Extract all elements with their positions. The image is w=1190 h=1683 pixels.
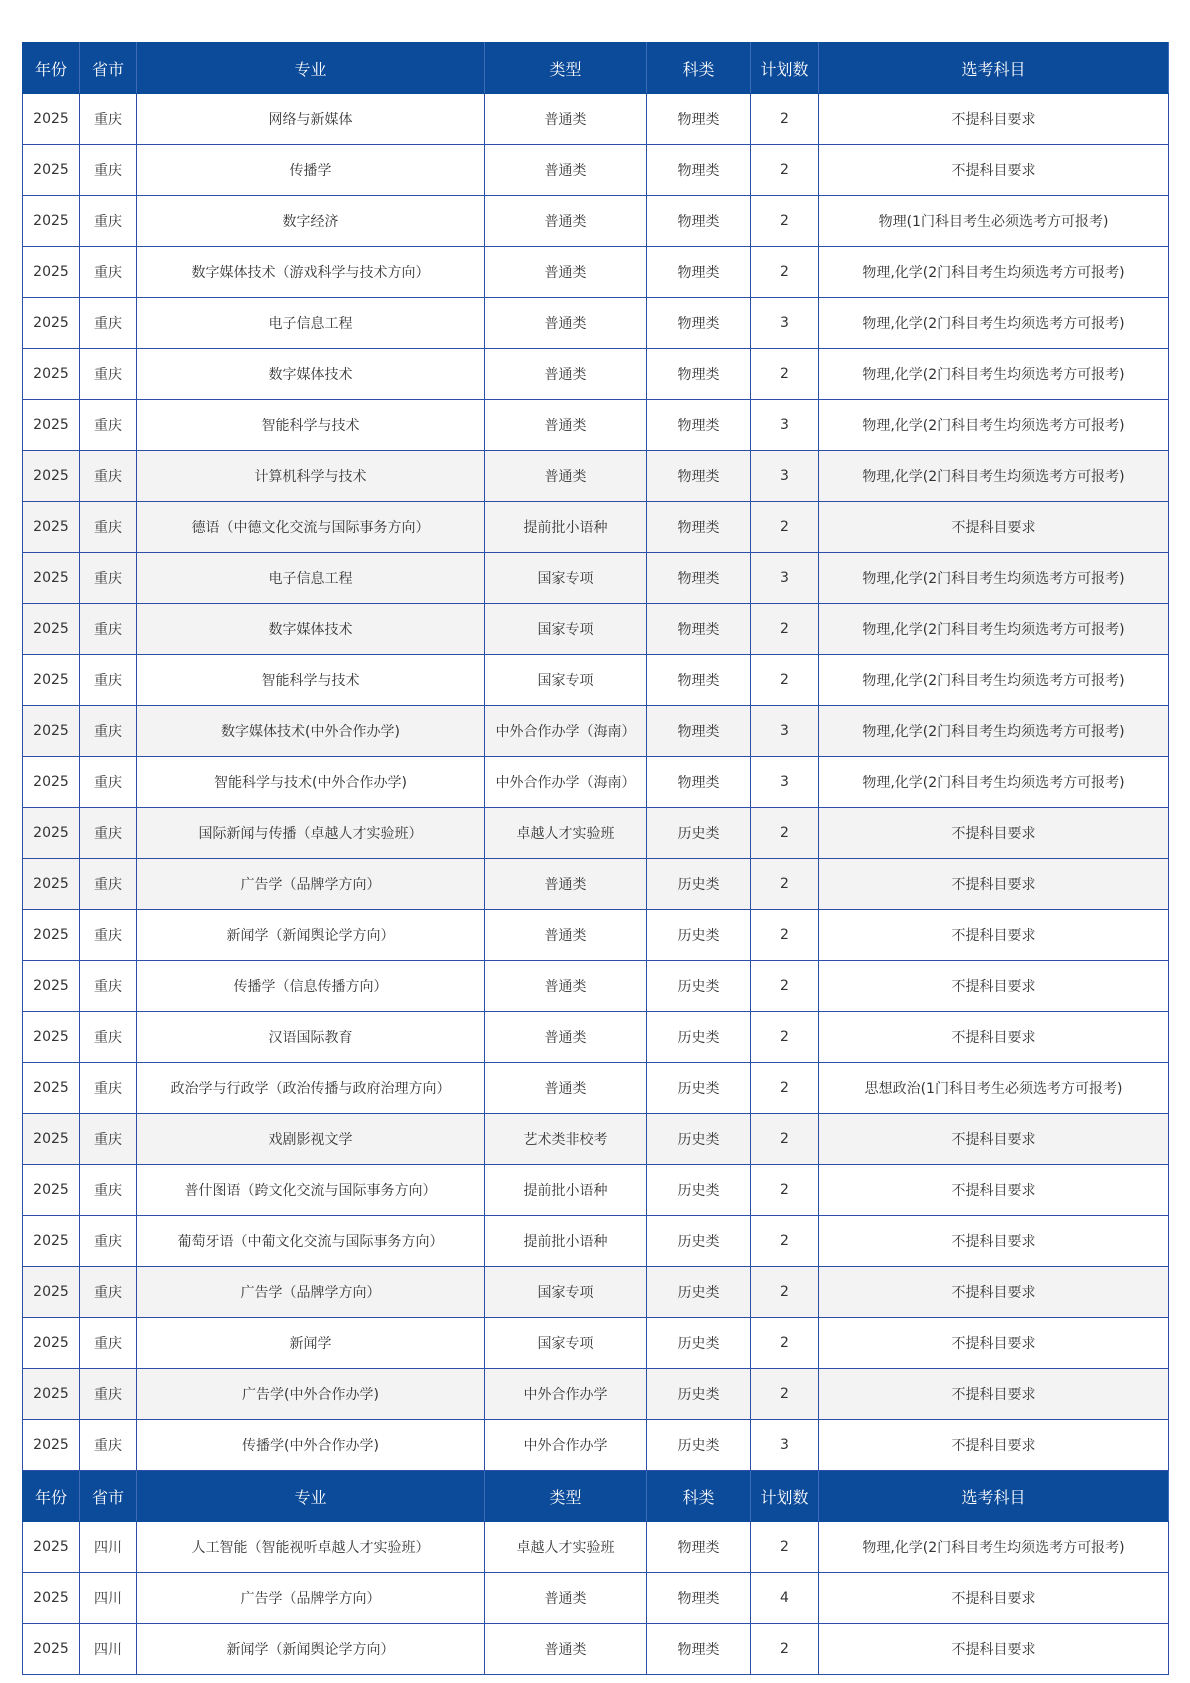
subject-category-cell: 物理类	[647, 196, 751, 247]
plan-count-cell: 2	[751, 1114, 819, 1165]
major-cell: 汉语国际教育	[137, 1012, 485, 1063]
year-cell: 2025	[23, 1318, 80, 1369]
type-header: 类型	[485, 1471, 647, 1522]
elective-subjects-cell: 物理,化学(2门科目考生均须选考方可报考)	[819, 451, 1169, 502]
subject-category-cell: 物理类	[647, 502, 751, 553]
year-cell: 2025	[23, 604, 80, 655]
table-row	[23, 1165, 1169, 1216]
table-row	[23, 94, 1169, 145]
year-cell: 2025	[23, 451, 80, 502]
plan-count-cell: 2	[751, 502, 819, 553]
elective-subjects-cell: 思想政治(1门科目考生必须选考方可报考)	[819, 1063, 1169, 1114]
elective-subjects-cell: 不提科目要求	[819, 1573, 1169, 1624]
type-cell: 普通类	[485, 910, 647, 961]
elective-subjects-cell: 物理(1门科目考生必须选考方可报考)	[819, 196, 1169, 247]
elective-subjects-cell: 不提科目要求	[819, 910, 1169, 961]
major-cell: 戏剧影视文学	[137, 1114, 485, 1165]
type-cell: 普通类	[485, 859, 647, 910]
plan-count-cell: 2	[751, 1165, 819, 1216]
elective-subjects-cell: 不提科目要求	[819, 808, 1169, 859]
table-row	[23, 1267, 1169, 1318]
major-cell: 传播学(中外合作办学)	[137, 1420, 485, 1471]
major-cell: 数字媒体技术	[137, 349, 485, 400]
table-row	[23, 1318, 1169, 1369]
table-row	[23, 808, 1169, 859]
table-row	[23, 1573, 1169, 1624]
province-cell: 重庆	[80, 859, 137, 910]
plan-count-cell: 2	[751, 859, 819, 910]
elective-subjects-cell: 不提科目要求	[819, 1165, 1169, 1216]
subject-category-cell: 历史类	[647, 910, 751, 961]
major-cell: 普什图语（跨文化交流与国际事务方向）	[137, 1165, 485, 1216]
major-header: 专业	[137, 43, 485, 94]
elective-subjects-cell: 物理,化学(2门科目考生均须选考方可报考)	[819, 400, 1169, 451]
province-cell: 重庆	[80, 94, 137, 145]
subject-category-header: 科类	[647, 1471, 751, 1522]
subject-category-cell: 物理类	[647, 655, 751, 706]
subject-category-cell: 物理类	[647, 298, 751, 349]
table-row	[23, 1522, 1169, 1573]
province-cell: 四川	[80, 1522, 137, 1573]
subject-category-cell: 历史类	[647, 1216, 751, 1267]
province-cell: 重庆	[80, 655, 137, 706]
plan-count-cell: 3	[751, 298, 819, 349]
type-cell: 普通类	[485, 1624, 647, 1675]
year-cell: 2025	[23, 196, 80, 247]
province-cell: 重庆	[80, 145, 137, 196]
elective-subjects-cell: 不提科目要求	[819, 94, 1169, 145]
type-cell: 普通类	[485, 94, 647, 145]
table-row	[23, 451, 1169, 502]
type-cell: 中外合作办学（海南）	[485, 706, 647, 757]
plan-count-cell: 2	[751, 1216, 819, 1267]
major-cell: 电子信息工程	[137, 553, 485, 604]
province-cell: 重庆	[80, 400, 137, 451]
subject-category-cell: 物理类	[647, 706, 751, 757]
year-cell: 2025	[23, 1573, 80, 1624]
major-header: 专业	[137, 1471, 485, 1522]
plan-count-cell: 3	[751, 757, 819, 808]
year-cell: 2025	[23, 859, 80, 910]
province-cell: 重庆	[80, 1318, 137, 1369]
province-cell: 重庆	[80, 298, 137, 349]
major-cell: 广告学（品牌学方向）	[137, 1573, 485, 1624]
table-row	[23, 247, 1169, 298]
elective-subjects-cell: 物理,化学(2门科目考生均须选考方可报考)	[819, 1522, 1169, 1573]
elective-subjects-cell: 不提科目要求	[819, 1267, 1169, 1318]
type-cell: 普通类	[485, 196, 647, 247]
plan-count-cell: 2	[751, 94, 819, 145]
plan-count-cell: 2	[751, 196, 819, 247]
major-cell: 传播学	[137, 145, 485, 196]
year-cell: 2025	[23, 1624, 80, 1675]
major-cell: 新闻学（新闻舆论学方向）	[137, 1624, 485, 1675]
year-cell: 2025	[23, 349, 80, 400]
type-cell: 国家专项	[485, 553, 647, 604]
major-cell: 电子信息工程	[137, 298, 485, 349]
table-row	[23, 553, 1169, 604]
plan-count-cell: 2	[751, 1369, 819, 1420]
province-cell: 重庆	[80, 1063, 137, 1114]
province-cell: 重庆	[80, 1114, 137, 1165]
year-cell: 2025	[23, 1216, 80, 1267]
plan-count-cell: 2	[751, 1318, 819, 1369]
elective-subjects-cell: 物理,化学(2门科目考生均须选考方可报考)	[819, 349, 1169, 400]
province-cell: 重庆	[80, 196, 137, 247]
province-cell: 重庆	[80, 553, 137, 604]
major-cell: 数字经济	[137, 196, 485, 247]
type-cell: 国家专项	[485, 655, 647, 706]
plan-count-cell: 2	[751, 349, 819, 400]
major-cell: 计算机科学与技术	[137, 451, 485, 502]
subject-category-cell: 物理类	[647, 1573, 751, 1624]
table-row	[23, 910, 1169, 961]
type-cell: 普通类	[485, 451, 647, 502]
elective-subjects-cell: 不提科目要求	[819, 1216, 1169, 1267]
province-cell: 重庆	[80, 1267, 137, 1318]
province-cell: 重庆	[80, 808, 137, 859]
year-cell: 2025	[23, 1420, 80, 1471]
year-cell: 2025	[23, 808, 80, 859]
year-cell: 2025	[23, 1063, 80, 1114]
year-cell: 2025	[23, 1522, 80, 1573]
plan-count-cell: 2	[751, 655, 819, 706]
subject-category-cell: 历史类	[647, 1369, 751, 1420]
table-row	[23, 400, 1169, 451]
major-cell: 数字媒体技术(中外合作办学)	[137, 706, 485, 757]
major-cell: 广告学（品牌学方向）	[137, 859, 485, 910]
subject-category-cell: 物理类	[647, 145, 751, 196]
major-cell: 广告学（品牌学方向）	[137, 1267, 485, 1318]
type-cell: 普通类	[485, 247, 647, 298]
subject-category-cell: 历史类	[647, 1267, 751, 1318]
admission-plan-table-container	[22, 42, 1169, 1675]
table-row	[23, 1063, 1169, 1114]
elective-subjects-cell: 不提科目要求	[819, 961, 1169, 1012]
year-cell: 2025	[23, 757, 80, 808]
type-cell: 提前批小语种	[485, 502, 647, 553]
table-row	[23, 196, 1169, 247]
elective-subjects-cell: 不提科目要求	[819, 1369, 1169, 1420]
type-cell: 普通类	[485, 961, 647, 1012]
elective-subjects-cell: 不提科目要求	[819, 1624, 1169, 1675]
year-cell: 2025	[23, 961, 80, 1012]
table-row	[23, 349, 1169, 400]
major-cell: 传播学（信息传播方向）	[137, 961, 485, 1012]
elective-subjects-cell: 物理,化学(2门科目考生均须选考方可报考)	[819, 706, 1169, 757]
plan-count-cell: 2	[751, 808, 819, 859]
table-row	[23, 1420, 1169, 1471]
year-cell: 2025	[23, 145, 80, 196]
plan-count-cell: 3	[751, 553, 819, 604]
table-row	[23, 1369, 1169, 1420]
table-header-row	[23, 43, 1169, 94]
subject-category-cell: 物理类	[647, 553, 751, 604]
province-header: 省市	[80, 1471, 137, 1522]
table-row	[23, 1624, 1169, 1675]
major-cell: 新闻学（新闻舆论学方向）	[137, 910, 485, 961]
subject-category-cell: 历史类	[647, 1114, 751, 1165]
type-cell: 普通类	[485, 400, 647, 451]
subject-category-cell: 物理类	[647, 1624, 751, 1675]
plan-count-cell: 3	[751, 1420, 819, 1471]
type-cell: 普通类	[485, 1063, 647, 1114]
type-cell: 艺术类非校考	[485, 1114, 647, 1165]
major-cell: 德语（中德文化交流与国际事务方向）	[137, 502, 485, 553]
table-row	[23, 1114, 1169, 1165]
elective-subjects-header: 选考科目	[819, 1471, 1169, 1522]
subject-category-cell: 历史类	[647, 1318, 751, 1369]
subject-category-cell: 历史类	[647, 1420, 751, 1471]
type-header: 类型	[485, 43, 647, 94]
major-cell: 国际新闻与传播（卓越人才实验班）	[137, 808, 485, 859]
province-cell: 重庆	[80, 451, 137, 502]
subject-category-cell: 物理类	[647, 604, 751, 655]
major-cell: 广告学(中外合作办学)	[137, 1369, 485, 1420]
plan-count-cell: 3	[751, 451, 819, 502]
type-cell: 国家专项	[485, 1267, 647, 1318]
table-row	[23, 859, 1169, 910]
subject-category-cell: 物理类	[647, 1522, 751, 1573]
plan-count-cell: 2	[751, 961, 819, 1012]
major-cell: 网络与新媒体	[137, 94, 485, 145]
plan-count-cell: 2	[751, 1063, 819, 1114]
year-cell: 2025	[23, 655, 80, 706]
plan-count-cell: 2	[751, 247, 819, 298]
major-cell: 政治学与行政学（政治传播与政府治理方向）	[137, 1063, 485, 1114]
type-cell: 卓越人才实验班	[485, 1522, 647, 1573]
plan-count-cell: 2	[751, 1522, 819, 1573]
major-cell: 新闻学	[137, 1318, 485, 1369]
table-row	[23, 1216, 1169, 1267]
table-row	[23, 145, 1169, 196]
table-row	[23, 502, 1169, 553]
year-cell: 2025	[23, 553, 80, 604]
elective-subjects-cell: 不提科目要求	[819, 145, 1169, 196]
province-cell: 重庆	[80, 1216, 137, 1267]
plan-count-header: 计划数	[751, 43, 819, 94]
year-cell: 2025	[23, 706, 80, 757]
elective-subjects-cell: 不提科目要求	[819, 1114, 1169, 1165]
elective-subjects-cell: 不提科目要求	[819, 1318, 1169, 1369]
subject-category-cell: 历史类	[647, 808, 751, 859]
elective-subjects-cell: 不提科目要求	[819, 502, 1169, 553]
elective-subjects-header: 选考科目	[819, 43, 1169, 94]
elective-subjects-cell: 不提科目要求	[819, 1420, 1169, 1471]
type-cell: 普通类	[485, 1012, 647, 1063]
major-cell: 数字媒体技术	[137, 604, 485, 655]
major-cell: 人工智能（智能视听卓越人才实验班）	[137, 1522, 485, 1573]
admission-plan-table	[22, 42, 1169, 1675]
elective-subjects-cell: 物理,化学(2门科目考生均须选考方可报考)	[819, 604, 1169, 655]
province-cell: 重庆	[80, 502, 137, 553]
subject-category-cell: 物理类	[647, 94, 751, 145]
type-cell: 国家专项	[485, 604, 647, 655]
year-cell: 2025	[23, 910, 80, 961]
type-cell: 中外合作办学	[485, 1369, 647, 1420]
subject-category-cell: 物理类	[647, 757, 751, 808]
subject-category-cell: 历史类	[647, 961, 751, 1012]
major-cell: 智能科学与技术	[137, 400, 485, 451]
province-cell: 重庆	[80, 1165, 137, 1216]
table-row	[23, 298, 1169, 349]
province-cell: 重庆	[80, 349, 137, 400]
elective-subjects-cell: 物理,化学(2门科目考生均须选考方可报考)	[819, 247, 1169, 298]
province-cell: 重庆	[80, 757, 137, 808]
province-cell: 重庆	[80, 1420, 137, 1471]
elective-subjects-cell: 物理,化学(2门科目考生均须选考方可报考)	[819, 553, 1169, 604]
type-cell: 提前批小语种	[485, 1165, 647, 1216]
plan-count-cell: 2	[751, 1012, 819, 1063]
subject-category-cell: 物理类	[647, 400, 751, 451]
plan-count-cell: 3	[751, 400, 819, 451]
major-cell: 数字媒体技术（游戏科学与技术方向）	[137, 247, 485, 298]
type-cell: 中外合作办学	[485, 1420, 647, 1471]
plan-count-cell: 2	[751, 145, 819, 196]
subject-category-header: 科类	[647, 43, 751, 94]
table-row	[23, 706, 1169, 757]
year-cell: 2025	[23, 1165, 80, 1216]
table-row	[23, 961, 1169, 1012]
province-cell: 重庆	[80, 1369, 137, 1420]
type-cell: 中外合作办学（海南）	[485, 757, 647, 808]
subject-category-cell: 历史类	[647, 1165, 751, 1216]
type-cell: 普通类	[485, 145, 647, 196]
subject-category-cell: 物理类	[647, 451, 751, 502]
province-cell: 重庆	[80, 706, 137, 757]
major-cell: 葡萄牙语（中葡文化交流与国际事务方向）	[137, 1216, 485, 1267]
year-header: 年份	[23, 1471, 80, 1522]
type-cell: 普通类	[485, 349, 647, 400]
subject-category-cell: 物理类	[647, 349, 751, 400]
province-cell: 四川	[80, 1624, 137, 1675]
year-cell: 2025	[23, 298, 80, 349]
type-cell: 普通类	[485, 1573, 647, 1624]
major-cell: 智能科学与技术	[137, 655, 485, 706]
province-cell: 重庆	[80, 961, 137, 1012]
plan-count-cell: 2	[751, 604, 819, 655]
year-cell: 2025	[23, 247, 80, 298]
elective-subjects-cell: 物理,化学(2门科目考生均须选考方可报考)	[819, 298, 1169, 349]
year-cell: 2025	[23, 502, 80, 553]
type-cell: 国家专项	[485, 1318, 647, 1369]
province-cell: 重庆	[80, 1012, 137, 1063]
type-cell: 卓越人才实验班	[485, 808, 647, 859]
elective-subjects-cell: 不提科目要求	[819, 859, 1169, 910]
subject-category-cell: 历史类	[647, 859, 751, 910]
type-cell: 普通类	[485, 298, 647, 349]
plan-count-cell: 3	[751, 706, 819, 757]
elective-subjects-cell: 物理,化学(2门科目考生均须选考方可报考)	[819, 655, 1169, 706]
plan-count-cell: 2	[751, 1267, 819, 1318]
province-cell: 重庆	[80, 910, 137, 961]
plan-count-header: 计划数	[751, 1471, 819, 1522]
table-row	[23, 655, 1169, 706]
year-cell: 2025	[23, 1012, 80, 1063]
year-cell: 2025	[23, 1114, 80, 1165]
elective-subjects-cell: 物理,化学(2门科目考生均须选考方可报考)	[819, 757, 1169, 808]
province-cell: 重庆	[80, 247, 137, 298]
year-header: 年份	[23, 43, 80, 94]
type-cell: 提前批小语种	[485, 1216, 647, 1267]
year-cell: 2025	[23, 1369, 80, 1420]
year-cell: 2025	[23, 1267, 80, 1318]
table-header-row	[23, 1471, 1169, 1522]
elective-subjects-cell: 不提科目要求	[819, 1012, 1169, 1063]
table-row	[23, 1012, 1169, 1063]
plan-count-cell: 2	[751, 910, 819, 961]
subject-category-cell: 历史类	[647, 1012, 751, 1063]
year-cell: 2025	[23, 94, 80, 145]
subject-category-cell: 历史类	[647, 1063, 751, 1114]
subject-category-cell: 物理类	[647, 247, 751, 298]
table-row	[23, 604, 1169, 655]
province-cell: 重庆	[80, 604, 137, 655]
table-row	[23, 757, 1169, 808]
major-cell: 智能科学与技术(中外合作办学)	[137, 757, 485, 808]
province-header: 省市	[80, 43, 137, 94]
province-cell: 四川	[80, 1573, 137, 1624]
plan-count-cell: 2	[751, 1624, 819, 1675]
plan-count-cell: 4	[751, 1573, 819, 1624]
year-cell: 2025	[23, 400, 80, 451]
